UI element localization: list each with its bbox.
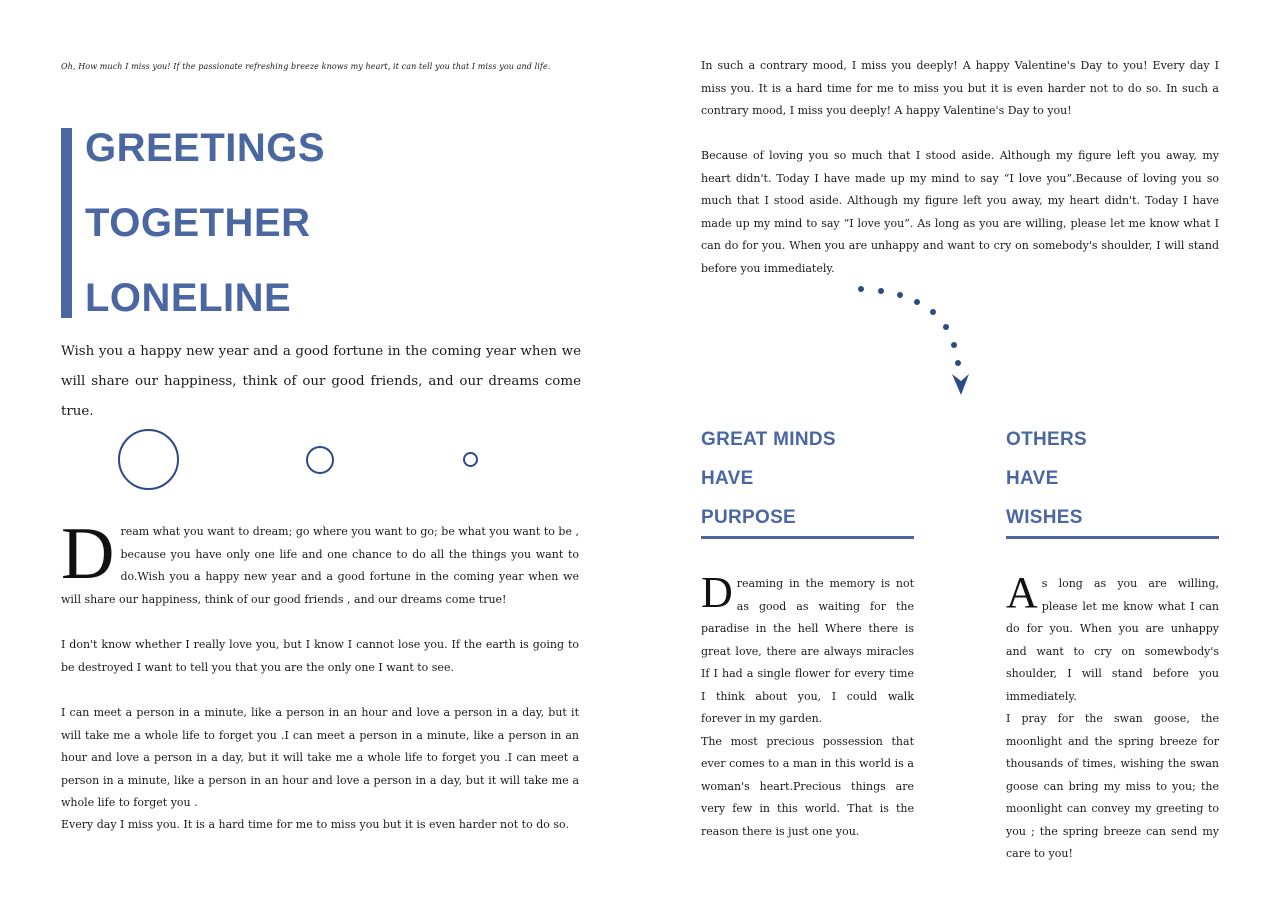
- right-paragraph-1: In such a contrary mood, I miss you deeply! A happy Valentine's Day to you! Every day I miss you. It is a hard time for me to miss you but it is even harder not to do so. In such a contrary mood, I miss you deeply! A happy Valentine's Day to you!: [701, 59, 1219, 117]
- column-text: The most precious possession that ever comes to a man in this world is a woman's heart.Precious things are very few in this world. That is the reason there is just one you.: [701, 734, 914, 838]
- column-text: s long as you are willing, please let me know what I can do for you. When you are unhappy and want to cry on somewbody's shoulder, I will stand before you immediately.: [1006, 577, 1219, 703]
- column-left-text: [701, 568, 914, 843]
- title-line-2: TOGETHER: [85, 201, 311, 245]
- dropcap: D: [701, 568, 733, 617]
- tagline: Oh, How much I miss you! If the passionate refreshing breeze knows my heart, it can tell you that I miss you and life.: [61, 62, 551, 71]
- small-circle-icon: [463, 452, 478, 467]
- paragraph-3: I can meet a person in a minute, like a person in an hour and love a person in a day, but it will take me a whole life to forget you .I can meet a person in a minute, like a person in an hour and love a person in a day, but it will take me a whole life to forget you .I can meet a person in a minute, like a person in an hour and love a person in a day, but it will take me a whole life to forget you .: [61, 706, 579, 809]
- heading-line: HAVE: [1006, 468, 1059, 489]
- paragraph-4: Every day I miss you. It is a hard time for me to miss you but it is even harder not to do so.: [61, 818, 569, 831]
- medium-circle-icon: [306, 446, 334, 474]
- paragraph-2: I don't know whether I really love you, but I know I cannot lose you. If the earth is going to be destroyed I want to tell you that you are the only one I want to see.: [61, 638, 579, 674]
- heading-rule: [1006, 536, 1219, 539]
- dream-paragraph: [61, 513, 579, 611]
- heading-line: HAVE: [701, 468, 754, 489]
- heading-rule: [701, 536, 914, 539]
- lead-paragraph: Wish you a happy new year and a good fortune in the coming year when we will share our happiness, think of our good friends, and our dreams come true.: [61, 344, 581, 419]
- title-line-3: LONELINE: [85, 276, 292, 320]
- column-text: reaming in the memory is not as good as waiting for the paradise in the hell Where there is great love, there are always miracles If I had a single flower for every time I think about you, I could walk forever in my garden.: [701, 577, 914, 725]
- dotted-arrow-icon: [850, 280, 980, 400]
- right-paragraph-2: Because of loving you so much that I stood aside. Although my figure left you away, my heart didn't. Today I have made up my mind to say “I love you”.Because of loving you so much that I stood aside. Although my figure left you away, my heart didn't. Today I have made up my mind to say “I love you”. As long as you are willing, please let me know what I can do for you. When you are unhappy and want to cry on somebody's shoulder, I will stand before you immediately.: [701, 149, 1219, 275]
- dropcap: D: [61, 513, 115, 595]
- column-right-text: [1006, 568, 1219, 866]
- heading-others-have-wishes: [1006, 420, 1236, 537]
- large-circle-icon: [118, 429, 179, 490]
- heading-great-minds: [701, 420, 931, 537]
- column-text: I pray for the swan goose, the moonlight and the spring breeze for thousands of times, wishing the swan goose can bring my miss to you; the moonlight can convey my greeting to you ; the spring breeze can send my care to you!: [1006, 712, 1219, 860]
- title-accent-bar: [61, 128, 72, 318]
- heading-line: GREAT MINDS: [701, 429, 836, 450]
- heading-line: OTHERS: [1006, 429, 1087, 450]
- dropcap: A: [1006, 568, 1038, 617]
- dream-text: ream what you want to dream; go where you want to go; be what you want to be , because you have only one life and one chance to do all the things you want to do.Wish you a happy new year and a good fortune in the coming year when we will share our happiness, think of our good friends , and our dreams come true!: [61, 525, 579, 606]
- title-line-1: GREETINGS: [85, 126, 326, 170]
- heading-line: WISHES: [1006, 507, 1083, 528]
- heading-line: PURPOSE: [701, 507, 797, 528]
